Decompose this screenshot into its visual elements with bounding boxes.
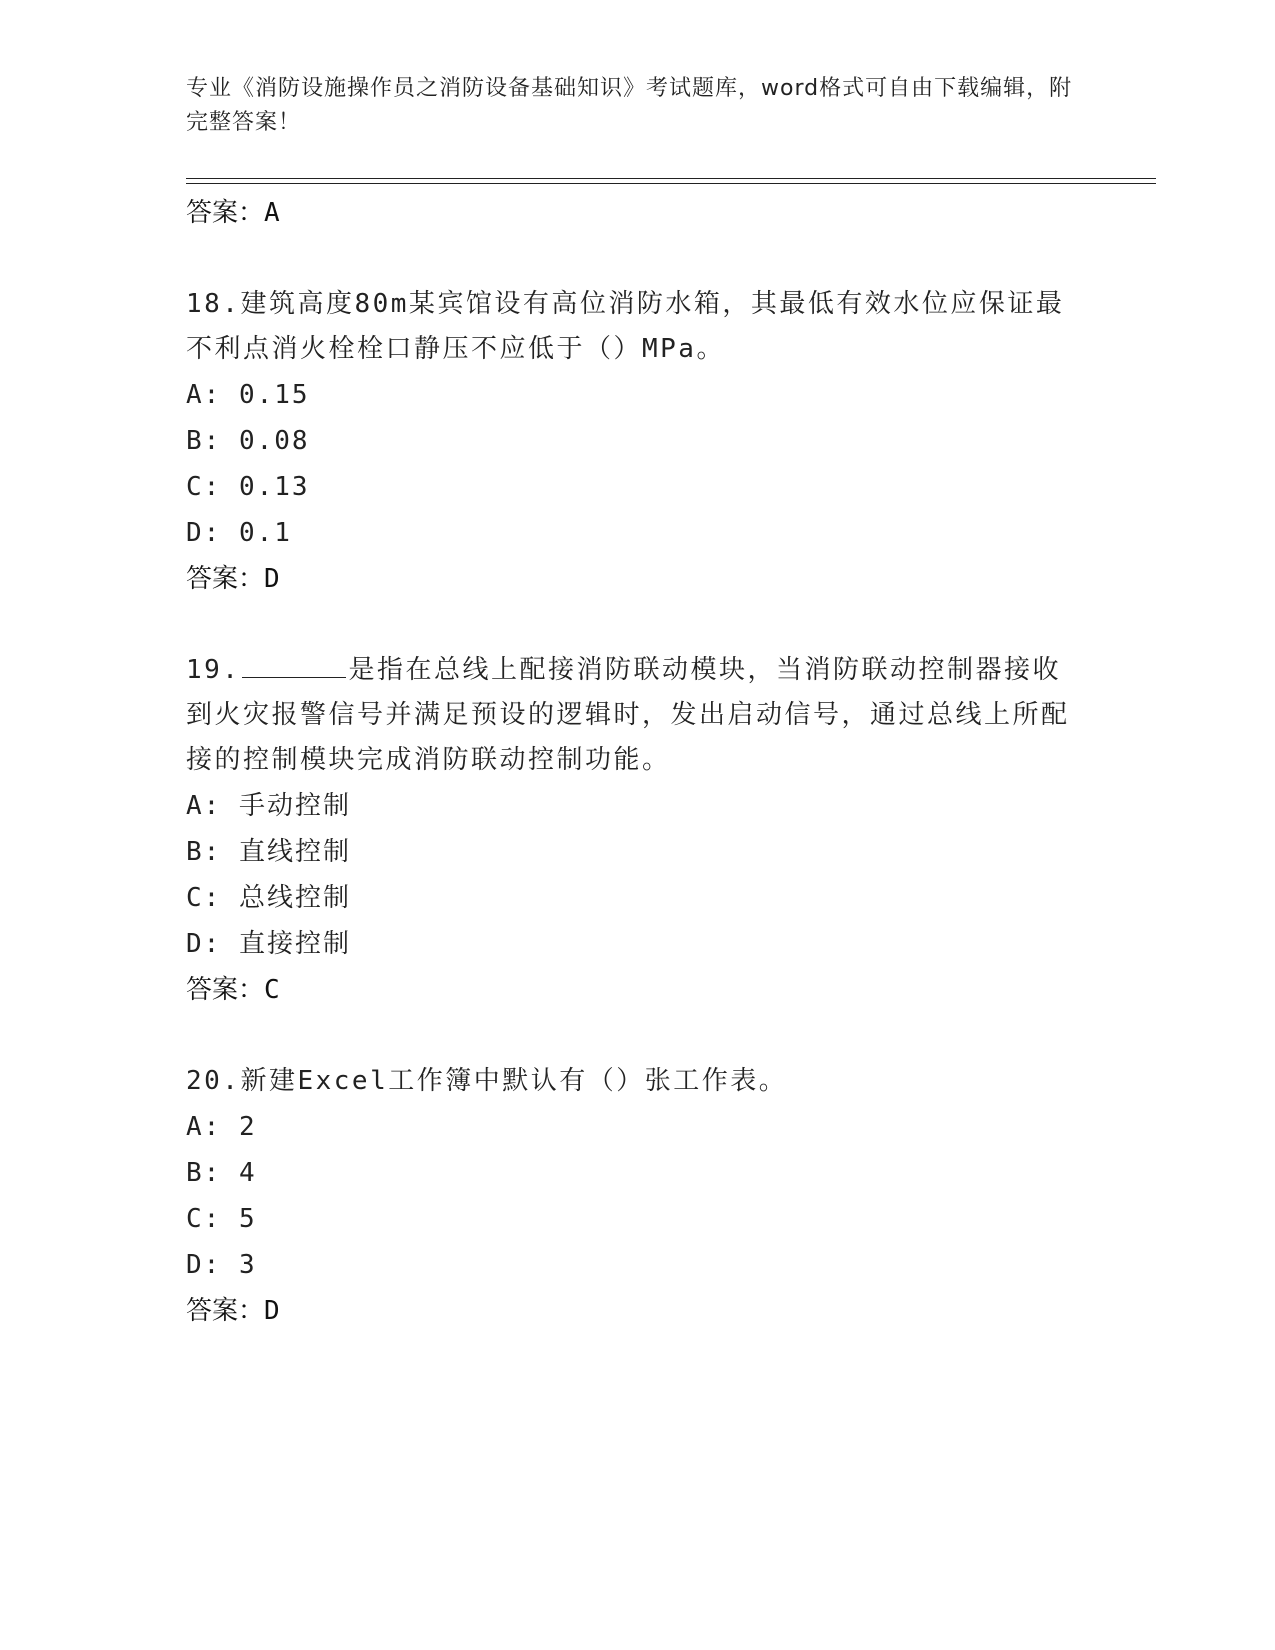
option-b: B: 0.08 bbox=[186, 426, 310, 456]
option-a: A: 0.15 bbox=[186, 380, 310, 410]
option-a: A: 2 bbox=[186, 1112, 257, 1142]
option-a: A: 手动控制 bbox=[186, 791, 351, 821]
option-d: D: 3 bbox=[186, 1250, 257, 1280]
fill-in-blank bbox=[242, 653, 346, 678]
option-c: C: 总线控制 bbox=[186, 883, 351, 913]
answer-label: 答案： bbox=[186, 198, 265, 228]
option-c: C: 5 bbox=[186, 1204, 257, 1234]
option-b: B: 直线控制 bbox=[186, 837, 351, 867]
option-d: D: 0.1 bbox=[186, 518, 292, 548]
document-body bbox=[186, 190, 1086, 1334]
question-stem bbox=[186, 648, 1086, 783]
question-19 bbox=[186, 648, 1086, 1013]
answer-label: 答案： bbox=[186, 975, 265, 1005]
answer-value: D bbox=[264, 1296, 280, 1326]
answer-value: C bbox=[264, 975, 280, 1005]
header-rule-bottom bbox=[186, 183, 1156, 184]
document-header: 专业《消防设施操作员之消防设备基础知识》考试题库，word格式可自由下载编辑，附完整答案！ bbox=[186, 76, 1073, 135]
option-c: C: 0.13 bbox=[186, 472, 310, 502]
option-d: D: 直接控制 bbox=[186, 929, 351, 959]
answer-label: 答案： bbox=[186, 564, 265, 594]
question-stem: 18.建筑高度80m某宾馆设有高位消防水箱，其最低有效水位应保证最不利点消火栓栓口静压不应低于（）MPa。 bbox=[186, 289, 1065, 364]
question-stem-text: 是指在总线上配接消防联动模块，当消防联动控制器接收到火灾报警信号并满足预设的逻辑时，发出启动信号，通过总线上所配接的控制模块完成消防联动控制功能。 bbox=[186, 655, 1070, 775]
answer-value: A bbox=[264, 198, 280, 228]
answer-line bbox=[186, 1288, 1086, 1334]
answer-label: 答案： bbox=[186, 1296, 265, 1326]
header-rule-top bbox=[186, 178, 1156, 179]
answer-value: D bbox=[264, 564, 280, 594]
question-stem: 20.新建Excel工作簿中默认有（）张工作表。 bbox=[186, 1066, 788, 1096]
answer-line bbox=[186, 556, 1086, 602]
answer-line bbox=[186, 190, 1086, 236]
answer-line bbox=[186, 967, 1086, 1013]
question-number: 19. bbox=[186, 655, 241, 685]
option-b: B: 4 bbox=[186, 1158, 257, 1188]
question-18 bbox=[186, 282, 1086, 602]
question-20 bbox=[186, 1059, 1086, 1334]
